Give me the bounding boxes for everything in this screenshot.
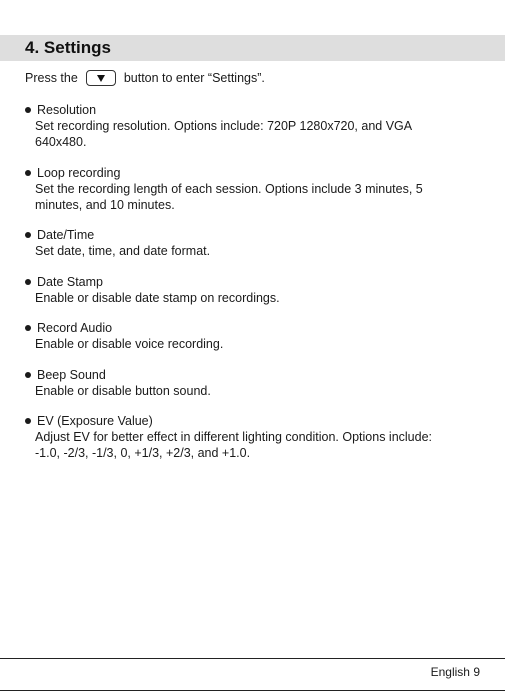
- bullet-icon: [25, 107, 31, 113]
- footer-rule-bottom: [0, 690, 505, 691]
- setting-description: Enable or disable voice recording.: [35, 337, 224, 351]
- setting-title: EV (Exposure Value): [37, 414, 153, 428]
- intro-suffix: button to enter “Settings”.: [123, 71, 265, 85]
- down-arrow-icon: [97, 75, 105, 82]
- bullet-icon: [25, 418, 31, 424]
- setting-description: Enable or disable date stamp on recordings.: [35, 291, 280, 305]
- bullet-icon: [25, 279, 31, 285]
- setting-description: minutes, and 10 minutes.: [35, 198, 175, 212]
- setting-title: Date/Time: [37, 228, 95, 242]
- setting-description: Set recording resolution. Options include: 720P 1280x720, and VGA: [35, 119, 413, 133]
- setting-item-loop-recording: [25, 165, 475, 213]
- setting-title: Loop recording: [37, 166, 121, 180]
- section-title: 4. Settings: [25, 38, 111, 57]
- bullet-icon: [25, 170, 31, 176]
- bullet-icon: [25, 232, 31, 238]
- setting-title: Date Stamp: [37, 275, 104, 289]
- setting-item-resolution: [25, 102, 475, 150]
- page-number: English 9: [430, 665, 480, 679]
- bullet-icon: [25, 372, 31, 378]
- setting-item-beep-sound: [25, 367, 475, 399]
- setting-description: Set the recording length of each session. Options include 3 minutes, 5: [35, 182, 423, 196]
- setting-description: Adjust EV for better effect in different lighting condition. Options include:: [35, 430, 432, 444]
- setting-item-date-time: [25, 227, 475, 259]
- bullet-icon: [25, 325, 31, 331]
- footer-rule-top: [0, 658, 505, 659]
- setting-item-date-stamp: [25, 274, 475, 306]
- setting-title: Beep Sound: [37, 368, 106, 382]
- setting-item-record-audio: [25, 320, 475, 352]
- section-header: [0, 35, 505, 61]
- setting-item-ev: [25, 413, 475, 461]
- setting-title: Resolution: [37, 103, 97, 117]
- setting-description: Enable or disable button sound.: [35, 384, 211, 398]
- setting-title: Record Audio: [37, 321, 113, 335]
- setting-description: 640x480.: [35, 135, 87, 149]
- down-button-graphic: [86, 70, 116, 86]
- intro-line: [25, 68, 265, 88]
- intro-prefix: Press the: [25, 71, 78, 85]
- setting-description: -1.0, -2/3, -1/3, 0, +1/3, +2/3, and +1.0.: [35, 446, 251, 460]
- setting-description: Set date, time, and date format.: [35, 244, 211, 258]
